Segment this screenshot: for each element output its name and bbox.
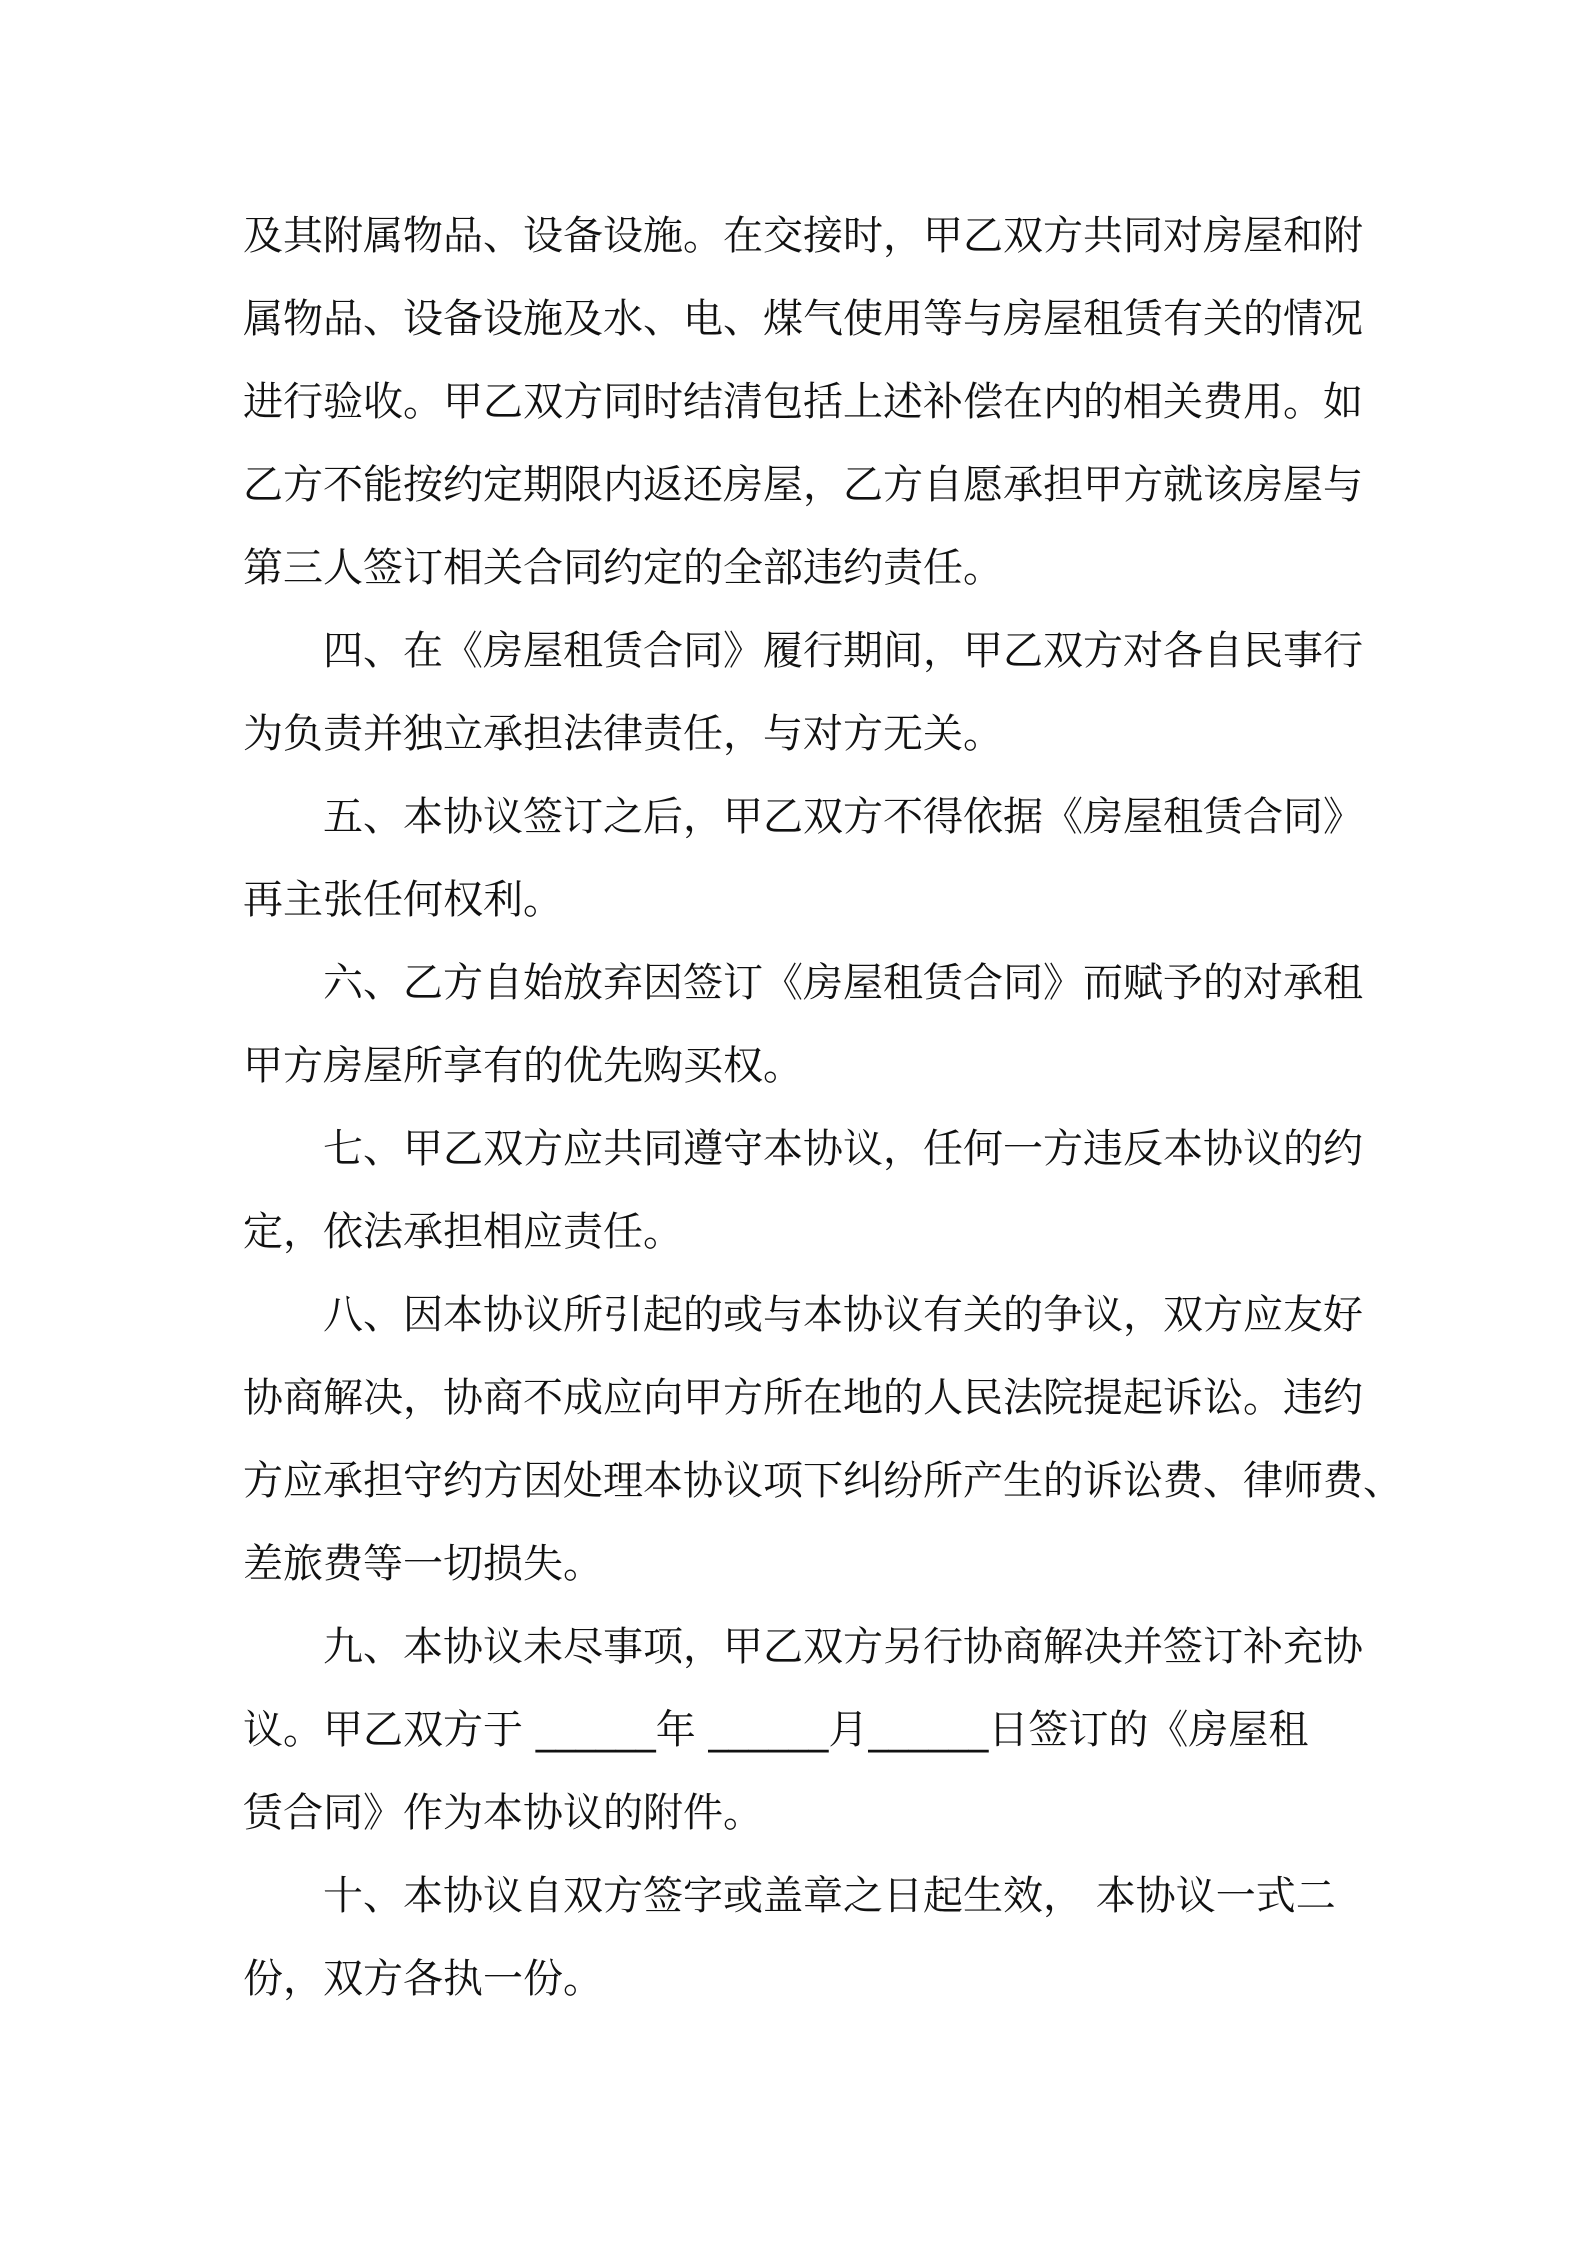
clause-9-line-3: 赁合同》作为本协议的附件。 xyxy=(243,1790,763,1836)
clause-4-line-1: 四、在《房屋租赁合同》履行期间，甲乙双方对各自民事行 xyxy=(323,628,1363,674)
text-line: 第三人签订相关合同约定的全部违约责任。 xyxy=(243,545,1003,591)
clause-5-line-2: 再主张任何权利。 xyxy=(243,877,563,923)
clause-4-line-2: 为负责并独立承担法律责任，与对方无关。 xyxy=(243,711,1003,757)
clause-6-line-1: 六、乙方自始放弃因签订《房屋租赁合同》而赋予的对承租 xyxy=(323,960,1363,1006)
clause-8-line-4: 差旅费等一切损失。 xyxy=(243,1541,603,1587)
clause-8-line-3: 方应承担守约方因处理本协议项下纠纷所产生的诉讼费、律师费、 xyxy=(243,1458,1403,1504)
clause-6-line-2: 甲方房屋所享有的优先购买权。 xyxy=(243,1043,803,1089)
document-body xyxy=(243,195,1403,2021)
clause-9-line-2: 议。甲乙双方于 ______年 ______月______日签订的《房屋租 xyxy=(243,1707,1309,1753)
clause-8-line-2: 协商解决，协商不成应向甲方所在地的人民法院提起诉讼。违约 xyxy=(243,1375,1363,1421)
clause-10-line-1: 十、本协议自双方签字或盖章之日起生效， 本协议一式二 xyxy=(323,1873,1336,1919)
clause-8-line-1: 八、因本协议所引起的或与本协议有关的争议，双方应友好 xyxy=(323,1292,1363,1338)
text-line: 属物品、设备设施及水、电、煤气使用等与房屋租赁有关的情况 xyxy=(243,296,1363,342)
text-line: 乙方不能按约定期限内返还房屋，乙方自愿承担甲方就该房屋与 xyxy=(243,462,1363,508)
text-line: 进行验收。甲乙双方同时结清包括上述补偿在内的相关费用。如 xyxy=(243,379,1363,425)
clause-5-line-1: 五、本协议签订之后，甲乙双方不得依据《房屋租赁合同》 xyxy=(323,794,1363,840)
clause-9-line-1: 九、本协议未尽事项，甲乙双方另行协商解决并签订补充协 xyxy=(323,1624,1363,1670)
text-line: 及其附属物品、设备设施。在交接时，甲乙双方共同对房屋和附 xyxy=(243,213,1363,259)
clause-10-line-2: 份，双方各执一份。 xyxy=(243,1956,603,2002)
clause-7-line-1: 七、甲乙双方应共同遵守本协议，任何一方违反本协议的约 xyxy=(323,1126,1363,1172)
clause-7-line-2: 定，依法承担相应责任。 xyxy=(243,1209,683,1255)
